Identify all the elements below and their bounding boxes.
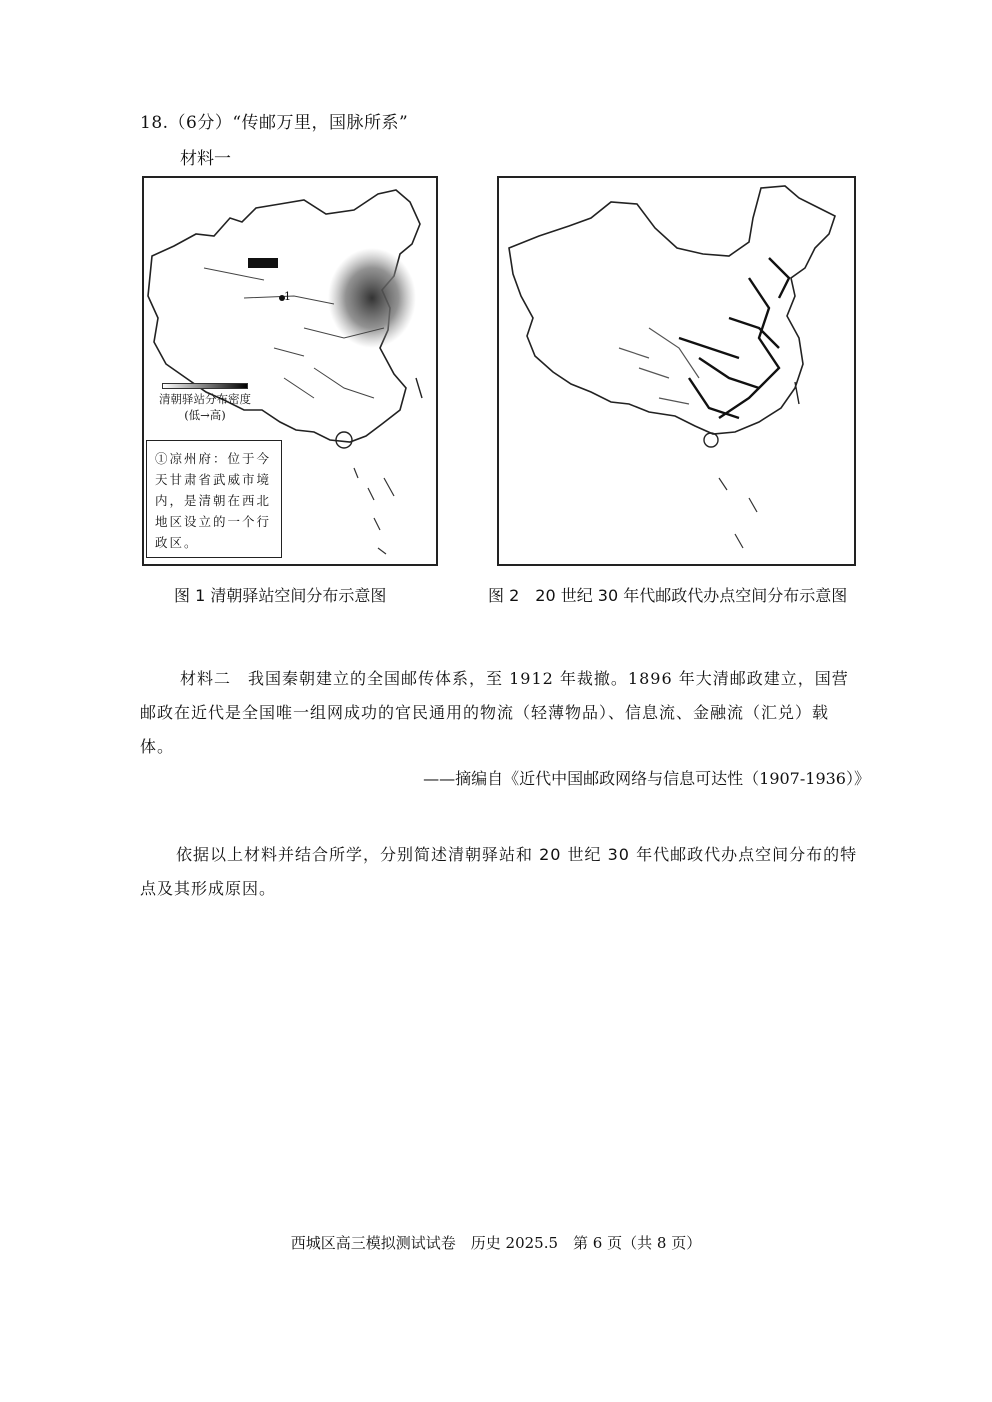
density-legend bbox=[146, 383, 264, 423]
material-two bbox=[140, 662, 860, 764]
taiwan-island bbox=[416, 378, 422, 398]
station-cluster bbox=[248, 258, 278, 268]
postal-agency-map bbox=[497, 176, 856, 566]
hainan-island bbox=[336, 432, 352, 448]
dense-postal-network bbox=[679, 258, 789, 418]
note-text: 凉州府：位于今天甘肃省武威市境内，是清朝在西北地区设立的一个行政区。 bbox=[155, 451, 272, 550]
material-two-text: 我国秦朝建立的全国邮传体系，至 1912 年裁撤。1896 年大清邮政建立，国营邮政在近代是全国唯一组网成功的官民通用的物流（轻薄物品）、信息流、金融流（汇兑）载体。 bbox=[140, 669, 849, 756]
china-outline bbox=[509, 186, 835, 434]
taiwan-island bbox=[795, 382, 799, 404]
figure1-caption: 图 1 清朝驿站空间分布示意图 bbox=[174, 586, 387, 605]
qing-post-station-map bbox=[142, 176, 438, 566]
figure2-caption: 图 2 20 世纪 30 年代邮政代办点空间分布示意图 bbox=[488, 586, 848, 605]
question-title: 18.（6分）“传邮万里，国脉所系” bbox=[140, 113, 409, 133]
hainan-island bbox=[704, 433, 718, 447]
density-legend-bar bbox=[162, 383, 248, 389]
material-one-label: 材料一 bbox=[180, 149, 231, 169]
china-outline-map-2 bbox=[499, 178, 854, 564]
sparse-postal-network bbox=[619, 328, 699, 404]
page-footer: 西城区高三模拟测试试卷 历史 2025.5 第 6 页（共 8 页） bbox=[290, 1234, 702, 1252]
legend-label: 清朝驿站分布密度 bbox=[159, 392, 251, 406]
question-prompt: 依据以上材料并结合所学，分别简述清朝驿站和 20 世纪 30 年代邮政代办点空间分布的特点及其形成原因。 bbox=[140, 845, 858, 898]
density-shading bbox=[328, 248, 416, 348]
note-marker: ① bbox=[155, 451, 170, 466]
liangzhou-note bbox=[146, 440, 282, 558]
material-two-label: 材料二 bbox=[180, 669, 232, 688]
legend-range: (低→高) bbox=[184, 408, 226, 422]
south-sea-islands bbox=[719, 478, 757, 548]
south-sea-islands bbox=[354, 468, 394, 554]
material-two-source: ——摘编自《近代中国邮政网络与信息可达性（1907-1936）》 bbox=[423, 769, 870, 788]
liangzhou-marker: 1 bbox=[284, 290, 291, 303]
